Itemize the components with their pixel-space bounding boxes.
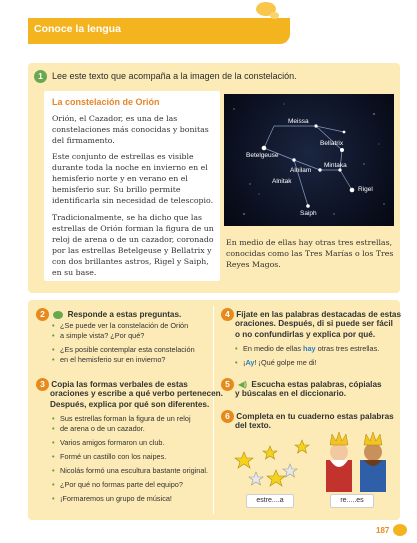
- orion-constellation-image: [224, 94, 394, 226]
- activity-3-bullet: • ¡Formaremos un grupo de música!: [60, 494, 172, 504]
- activity-number-badge: 3: [36, 378, 49, 391]
- section-title: Conoce la lengua: [34, 23, 121, 35]
- section-header-banner: [28, 18, 290, 44]
- activity-3-bullet: • Formé un castillo con los naipes.: [60, 452, 166, 462]
- stars-illustration: [232, 436, 324, 488]
- speech-bubble-icon: [53, 311, 63, 319]
- activity-3-bullet: • ¿Por qué no formas parte del equipo?: [60, 480, 183, 490]
- reading-paragraph-1: Orión, el Cazador, es una de las constelaciones más conocidas y bonitas del firmamento.: [52, 114, 209, 145]
- star-label-alnitak: Alnitak: [272, 178, 292, 185]
- activity-4-line-3: o no confundirlas y explica por qué.: [235, 330, 376, 339]
- highlighted-word: hay: [303, 344, 316, 353]
- three-kings-illustration: [322, 426, 392, 492]
- bullet-text-post: otras tres estrellas.: [315, 344, 380, 353]
- activity-number-badge: 6: [221, 410, 234, 423]
- activity-2-bullet-cont: • a simple vista? ¿Por qué?: [60, 331, 144, 341]
- star-label-mintaka: Mintaka: [324, 162, 347, 169]
- activity-4-line-1: Fíjate en las palabras destacadas de estas: [236, 310, 402, 319]
- activity-1-text: Lee este texto que acompaña a la imagen de la constelación.: [52, 71, 297, 81]
- page-number-decoration: [393, 524, 407, 536]
- activity-2-text: Responde a estas preguntas.: [67, 310, 182, 319]
- highlighted-word: Ay: [245, 358, 255, 367]
- activity-6-line-2: del texto.: [235, 421, 271, 430]
- activity-2-bullet-cont: • en el hemisferio sur en invierno?: [60, 355, 165, 365]
- page-number: 187: [376, 526, 390, 535]
- activity-number-badge: 2: [36, 308, 49, 321]
- star-label-alnilam: Alnilam: [290, 167, 312, 174]
- activity-3-bullet: • Sus estrellas forman la figura de un reloj: [60, 414, 191, 424]
- activity-5-line-2: y búscalas en el diccionario.: [235, 389, 347, 398]
- activity-number-badge: 1: [34, 70, 47, 83]
- activity-3-bullet: • Varios amigos formaron un club.: [60, 438, 165, 448]
- reading-paragraph-2: Este conjunto de estrellas es visible durante toda la noche en invierno en el hemisferio norte y en verano en el hemisferio sur. Su brillo permite identificarla sin necesidad de telescopio.: [52, 152, 214, 205]
- bullet-text-post: ! ¡Qué golpe me di!: [254, 358, 317, 367]
- audio-speaker-icon: ◀): [238, 380, 248, 389]
- activity-number-badge: 5: [221, 378, 234, 391]
- decorative-bubble-small: [270, 12, 279, 19]
- star-label-rigel: Rigel: [358, 186, 373, 193]
- column-divider: [213, 306, 214, 514]
- star-label-saiph: Saiph: [300, 210, 317, 217]
- activity-2-heading: [36, 308, 181, 321]
- activity-3-line-2: oraciones y escribe a qué verbo pertenecen.: [50, 389, 223, 398]
- reading-title: La constelación de Orión: [52, 97, 160, 107]
- constellation-lines: [224, 94, 394, 226]
- activity-3-bullet: • Nicolás formó una escultura bastante original.: [60, 466, 208, 476]
- image-caption: En medio de ellas hay otras tres estrellas, conocidas como las Tres Marías o los Tres Reyes Magos.: [226, 238, 394, 269]
- star-label-betelgeuse: Betelgeuse: [246, 152, 279, 159]
- bullet-text-pre: En medio de ellas: [243, 344, 304, 353]
- star-label-meissa: Meissa: [288, 118, 309, 125]
- activity-4-line-2: oraciones. Después, di si puede ser fácil: [235, 319, 393, 328]
- activity-6-line-1: Completa en tu cuaderno estas palabras: [236, 412, 394, 421]
- activity-4-bullet: [243, 344, 379, 354]
- reading-text-box: [44, 91, 220, 281]
- activity-2-bullet: • ¿Es posible contemplar esta constelación: [60, 345, 195, 355]
- activity-3-bullet-cont: • de arena o de un cazador.: [60, 424, 145, 434]
- activity-3-line-3: Después, explica por qué son diferentes.: [50, 400, 210, 409]
- bullet-text-pre: ¡: [243, 358, 246, 367]
- activity-3-line-1: Copia las formas verbales de estas: [51, 380, 188, 389]
- activity-4-bullet: [243, 358, 317, 368]
- answer-box-estrella: estre....a: [246, 494, 294, 508]
- reading-paragraph-3: Tradicionalmente, se ha dicho que las estrellas de Orión forman la figura de un reloj de arena o de un cazador, coronado por las estrellas Betelgeuse y Bellatrix y con dos brillantes astros, Rigel y Saiph, en su base.: [52, 213, 214, 277]
- activity-number-badge: 4: [221, 308, 234, 321]
- activity-5-line-1: Escucha estas palabras, cópialas: [251, 380, 382, 389]
- activity-1-instruction: [34, 70, 297, 83]
- star-label-bellatrix: Bellatrix: [320, 140, 344, 147]
- activity-2-bullet: • ¿Se puede ver la constelación de Orión: [60, 321, 188, 331]
- answer-box-reyes: re.....es: [330, 494, 374, 508]
